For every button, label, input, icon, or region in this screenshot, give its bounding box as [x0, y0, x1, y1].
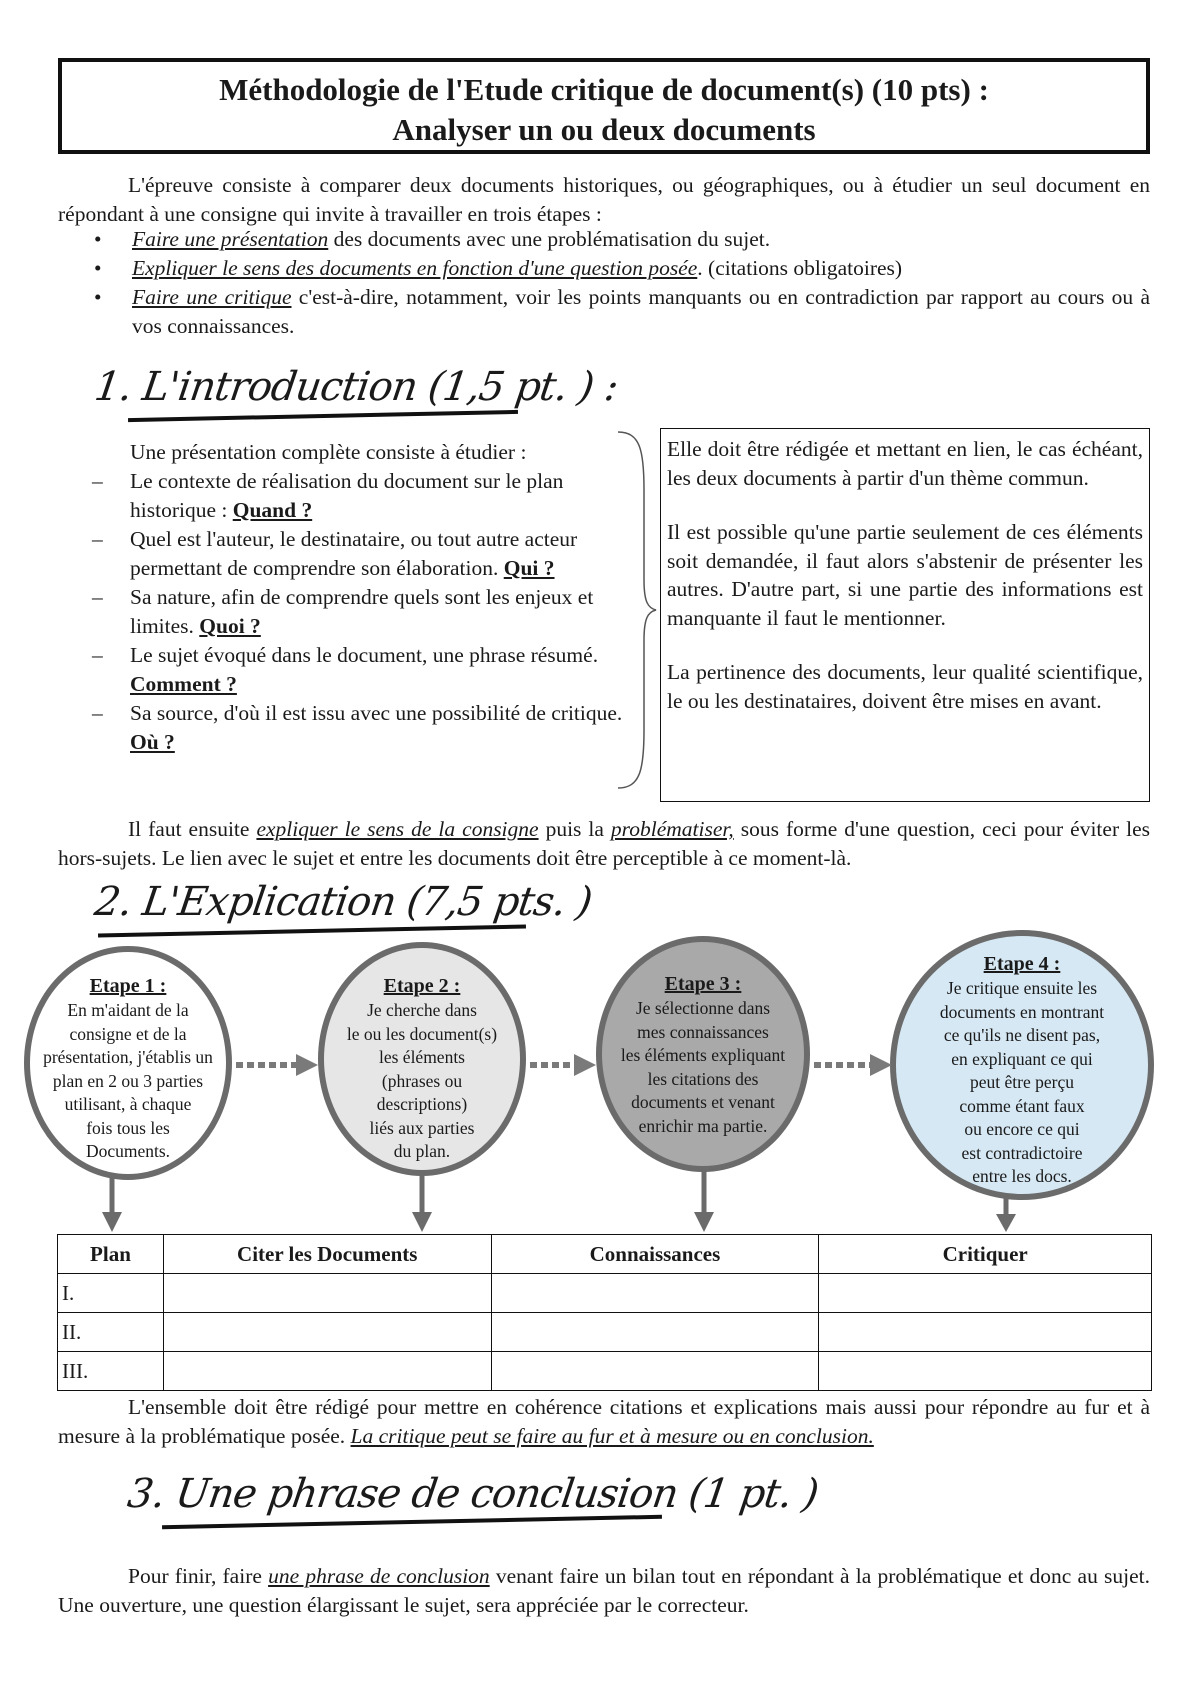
table-header-row [58, 1235, 1152, 1274]
curly-brace-icon [612, 430, 658, 790]
note-paragraph: Elle doit être rédigée et mettant en lien, le cas échéant, les deux documents à partir d'un thème commun. [667, 437, 1143, 490]
etape-2-title: Etape 2 : [383, 975, 461, 997]
conclusion-paragraph: Pour finir, faire une phrase de conclusion venant faire un bilan tout en répondant à la problématique et donc au sujet. Une ouverture, une question élargissant le sujet, sera appréciée par le correcteur. [58, 1564, 1150, 1617]
table-cell[interactable] [819, 1274, 1152, 1313]
intro-lead: Une présentation complète consiste à étudier : [130, 440, 527, 464]
arrow-down-icon [692, 1170, 716, 1234]
arrow-down-icon [994, 1198, 1018, 1234]
table-row [58, 1352, 1152, 1391]
consigne-paragraph: Il faut ensuite expliquer le sens de la consigne puis la problématiser, sous forme d'une question, ceci pour éviter les hors-sujets. Le lien avec le sujet et entre les documents doit être perceptible à ce moment-là. [58, 817, 1150, 870]
table-cell[interactable] [163, 1274, 491, 1313]
etape-1-circle [24, 946, 232, 1180]
steps-list [90, 225, 1150, 341]
etape-4-circle [890, 930, 1154, 1200]
note-paragraph: La pertinence des documents, leur qualité scientifique, le ou les destinataires, doivent être mises en avant. [667, 660, 1143, 713]
table-cell[interactable] [163, 1352, 491, 1391]
table-cell[interactable] [819, 1313, 1152, 1352]
intro-paragraph: L'épreuve consiste à comparer deux documents historiques, ou géographiques, ou à étudier un seul document en répondant à une consigne qui invite à travailler en trois étapes : [58, 173, 1150, 226]
section-2-heading: 2. L'Explication (7,5 pts. ) [91, 879, 595, 925]
plan-table [57, 1234, 1152, 1391]
list-item: • Faire une présentation des documents avec une problématisation du sujet. [94, 227, 771, 251]
etape-1-text: En m'aidant de la consigne et de la présentation, j'établis un plan en 2 ou 3 parties utilisant, à chaque fois tous les Documents. [43, 1000, 213, 1161]
table-cell[interactable] [163, 1313, 491, 1352]
column-header: Citer les Documents [163, 1235, 491, 1274]
intro-notes-box [660, 428, 1150, 802]
table-row [58, 1313, 1152, 1352]
section-3-heading: 3. Une phrase de conclusion (1 pt. ) [124, 1471, 821, 1517]
row-label: II. [58, 1313, 164, 1352]
arrow-right-icon [526, 1050, 600, 1080]
arrow-down-icon [410, 1174, 434, 1234]
column-header: Critiquer [819, 1235, 1152, 1274]
row-label: III. [58, 1352, 164, 1391]
etape-1-title: Etape 1 : [89, 975, 167, 997]
column-header: Connaissances [491, 1235, 819, 1274]
list-item: • Expliquer le sens des documents en fonction d'une question posée. (citations obligatoires) [94, 256, 903, 280]
arrow-right-icon [232, 1050, 322, 1080]
etape-2-circle [318, 942, 526, 1176]
section-2-underline [98, 925, 526, 938]
list-item: – Sa source, d'où il est issu avec une possibilité de critique. Où ? [92, 701, 623, 754]
table-cell[interactable] [819, 1352, 1152, 1391]
intro-criteria-list [92, 438, 632, 757]
list-item: – Le contexte de réalisation du document sur le plan historique : Quand ? [92, 469, 564, 522]
arrow-down-icon [100, 1178, 124, 1234]
arrow-right-icon [810, 1050, 896, 1080]
etape-4-title: Etape 4 : [983, 953, 1061, 975]
table-cell[interactable] [491, 1274, 819, 1313]
table-row [58, 1274, 1152, 1313]
list-item: – Sa nature, afin de comprendre quels sont les enjeux et limites. Quoi ? [92, 585, 594, 638]
title-box [58, 58, 1150, 154]
note-paragraph: Il est possible qu'une partie seulement de ces éléments soit demandée, il faut alors s'abstenir de présenter les autres. D'autre part, si une partie des informations est manquante il faut le mentionner. [667, 520, 1143, 630]
list-item: – Le sujet évoqué dans le document, une phrase résumé. Comment ? [92, 643, 599, 696]
list-item: – Quel est l'auteur, le destinataire, ou tout autre acteur permettant de comprendre son élaboration. Qui ? [92, 527, 578, 580]
section-1-underline [128, 410, 518, 422]
row-label: I. [58, 1274, 164, 1313]
section-1-heading: 1. L'introduction (1,5 pt. ) : [91, 364, 621, 410]
etape-4-text: Je critique ensuite les documents en montrant ce qu'ils ne disent pas, en expliquant ce qui peut être perçu comme étant faux ou encore ce qui est contradictoire entre les docs. [939, 978, 1105, 1186]
table-cell[interactable] [491, 1352, 819, 1391]
table-cell[interactable] [491, 1313, 819, 1352]
list-item: • Faire une critique c'est-à-dire, notamment, voir les points manquants ou en contradiction par rapport au cours ou à vos connaissances. [94, 285, 1150, 338]
etape-3-circle [596, 936, 810, 1172]
title-line-2: Analyser un ou deux documents [392, 112, 816, 147]
explication-paragraph: L'ensemble doit être rédigé pour mettre en cohérence citations et explications mais aussi pour répondre au fur et à mesure à la problématique posée. La critique peut se faire au fur et à mesure ou en conclusion. [58, 1395, 1150, 1448]
column-header: Plan [58, 1235, 164, 1274]
title-line-1: Méthodologie de l'Etude critique de document(s) (10 pts) : [219, 72, 989, 107]
etape-3-text: Je sélectionne dans mes connaissances les éléments expliquant les citations des documents et venant enrichir ma partie. [620, 998, 786, 1136]
etape-2-text: Je cherche dans le ou les document(s) les éléments (phrases ou descriptions) liés aux parties du plan. [346, 1000, 498, 1161]
etape-3-title: Etape 3 : [664, 973, 742, 995]
